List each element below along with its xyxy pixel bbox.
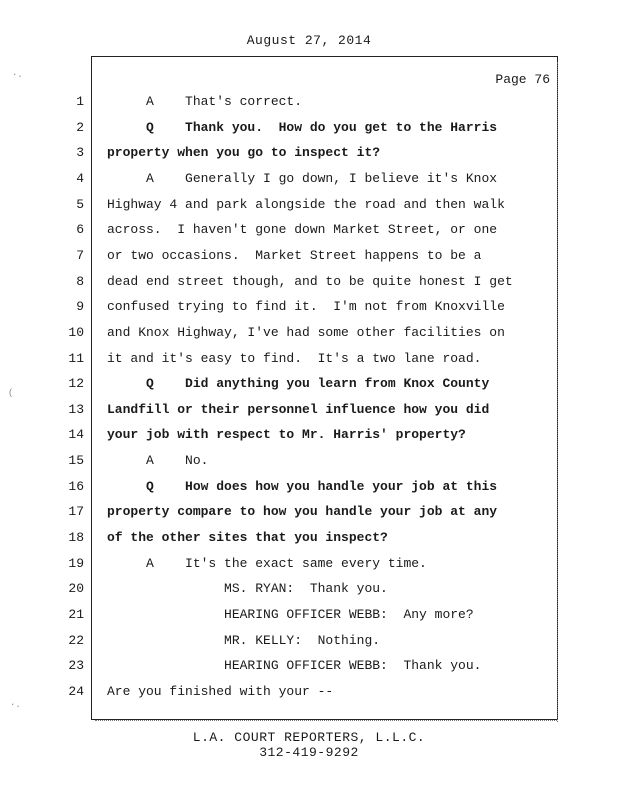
line-number: 17 <box>68 504 84 520</box>
line-text: Are you finished with your -- <box>107 683 334 699</box>
line-number: 21 <box>68 607 84 622</box>
transcript-date: August 27, 2014 <box>246 33 372 48</box>
line-text: Highway 4 and park alongside the road and then walk <box>107 196 505 212</box>
line-text: your job with respect to Mr. Harris' property? <box>107 427 466 443</box>
line-number: 16 <box>68 478 84 494</box>
frame-shadow-bottom <box>95 720 557 722</box>
line-number: 14 <box>68 427 84 443</box>
scan-speck: ·. <box>12 70 23 80</box>
line-text: MS. RYAN: Thank you. <box>107 581 388 597</box>
scan-speck: ( <box>8 388 14 398</box>
line-number: 9 <box>76 299 84 315</box>
line-number: 2 <box>76 119 84 135</box>
line-number: 13 <box>68 401 84 417</box>
line-number: 12 <box>68 376 84 392</box>
line-text: A Generally I go down, I believe it's Knox <box>107 170 498 186</box>
line-number: 7 <box>76 247 84 263</box>
page-number: Page 76 <box>495 72 550 87</box>
line-text: dead end street though, and to be quite honest I get <box>107 273 513 289</box>
line-text: of the other sites that you inspect? <box>107 530 388 546</box>
line-number: 19 <box>68 555 84 571</box>
line-number: 3 <box>76 145 84 161</box>
line-text: A No. <box>107 453 209 469</box>
line-text: HEARING OFFICER WEBB: Thank you. <box>107 658 482 674</box>
line-number: 5 <box>76 196 84 212</box>
line-text: MR. KELLY: Nothing. <box>107 632 381 648</box>
line-text: and Knox Highway, I've had some other facilities on <box>107 324 505 340</box>
line-text: Landfill or their personnel influence how you did <box>107 401 490 417</box>
footer-company: L.A. COURT REPORTERS, L.L.C. <box>192 730 426 745</box>
line-text: Q Thank you. How do you get to the Harris <box>107 119 498 135</box>
line-number: 20 <box>68 581 84 597</box>
line-number: 15 <box>68 453 84 469</box>
footer-phone: 312-419-9292 <box>259 745 359 760</box>
line-text: A That's correct. <box>107 94 303 109</box>
line-text: confused trying to find it. I'm not from Knoxville <box>107 299 505 315</box>
line-number: 4 <box>76 170 84 186</box>
frame-shadow-right <box>557 62 559 722</box>
line-text: Q How does how you handle your job at this <box>107 478 498 494</box>
line-text: A It's the exact same every time. <box>107 555 427 571</box>
line-number: 22 <box>68 632 84 648</box>
line-text: HEARING OFFICER WEBB: Any more? <box>107 607 474 622</box>
line-text: Q Did anything you learn from Knox County <box>107 376 490 392</box>
line-number: 23 <box>68 658 84 674</box>
line-number: 24 <box>68 683 84 699</box>
line-number: 6 <box>76 222 84 238</box>
line-text: it and it's easy to find. It's a two lane road. <box>107 350 482 366</box>
line-text: across. I haven't gone down Market Street, or one <box>107 222 498 238</box>
line-number: 8 <box>76 273 84 289</box>
line-number: 11 <box>68 350 84 366</box>
line-text: property compare to how you handle your job at any <box>107 504 498 520</box>
line-text: or two occasions. Market Street happens to be a <box>107 247 482 263</box>
line-text: property when you go to inspect it? <box>107 145 381 161</box>
line-number: 1 <box>76 94 84 109</box>
line-number: 18 <box>68 530 84 546</box>
line-number: 10 <box>68 324 84 340</box>
scan-speck: ·. <box>10 700 21 710</box>
